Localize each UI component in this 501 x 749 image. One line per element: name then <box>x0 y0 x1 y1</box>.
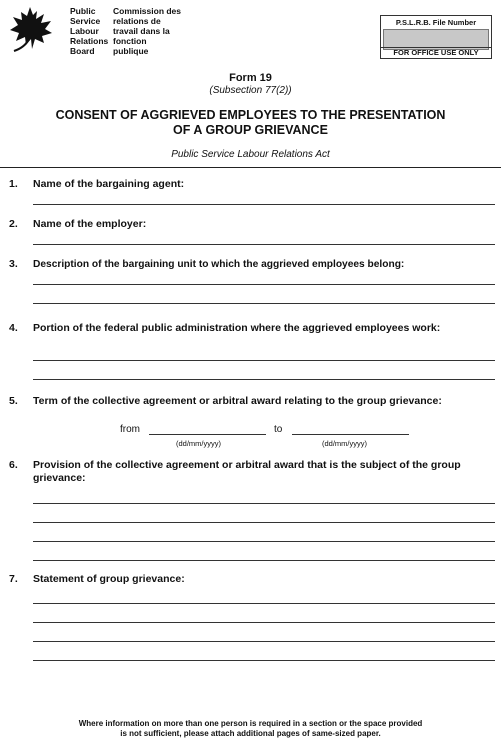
question-bargaining-unit: Description of the bargaining unit to which the aggrieved employees belong: <box>33 259 405 270</box>
from-label: from <box>120 424 140 435</box>
answer-line[interactable] <box>33 541 495 542</box>
answer-line[interactable] <box>33 641 495 642</box>
question-number: 5. <box>9 395 18 407</box>
answer-line[interactable] <box>33 360 495 361</box>
answer-line[interactable] <box>33 244 495 245</box>
form-title <box>0 108 501 138</box>
footer-line-2: is not sufficient, please attach additional pages of same-sized paper. <box>120 729 381 738</box>
question-term: Term of the collective agreement or arbitral award relating to the group grievance: <box>33 395 442 407</box>
agency-fr-line: travail dans la <box>113 26 170 36</box>
agency-en-line: Public <box>70 6 96 16</box>
file-number-box <box>380 15 492 59</box>
question-provision: Provision of the collective agreement or arbitral award that is the subject of the group grievance: <box>33 459 461 484</box>
answer-line[interactable] <box>33 560 495 561</box>
question-federal-portion: Portion of the federal public administration where the aggrieved employees work: <box>33 322 441 334</box>
subsection: (Subsection 77(2)) <box>209 85 292 96</box>
agency-en-line: Labour <box>70 26 99 36</box>
file-number-label: P.S.L.R.B. File Number <box>395 18 477 27</box>
answer-line[interactable] <box>33 503 495 504</box>
maple-leaf-logo-icon <box>6 5 56 55</box>
from-date-field[interactable] <box>149 434 266 435</box>
answer-line[interactable] <box>33 522 495 523</box>
act-name: Public Service Labour Relations Act <box>171 149 330 160</box>
agency-fr-line: fonction <box>113 36 147 46</box>
to-label: to <box>274 424 283 435</box>
answer-line[interactable] <box>33 379 495 380</box>
form-title-line-2: OF A GROUP GRIEVANCE <box>173 123 328 137</box>
agency-fr-line: relations de <box>113 16 161 26</box>
answer-line[interactable] <box>33 204 495 205</box>
question-statement: Statement of group grievance: <box>33 573 185 585</box>
question-employer: Name of the employer: <box>33 218 147 230</box>
question-number: 1. <box>9 178 18 190</box>
divider <box>0 167 501 168</box>
form-title-line-1: CONSENT OF AGGRIEVED EMPLOYEES TO THE PRESENTATION <box>55 108 446 122</box>
agency-name-fr <box>113 6 181 56</box>
question-bargaining-agent: Name of the bargaining agent: <box>33 178 185 190</box>
answer-line[interactable] <box>33 603 495 604</box>
form-number: Form 19 <box>229 72 272 84</box>
office-use-label: FOR OFFICE USE ONLY <box>381 47 491 58</box>
agency-name-en <box>70 6 108 56</box>
question-number: 6. <box>9 459 18 471</box>
answer-line[interactable] <box>33 622 495 623</box>
agency-fr-line: Commission des <box>113 6 182 16</box>
agency-fr-line: publique <box>113 46 149 56</box>
to-date-hint: (dd/mm/yyyy) <box>322 439 367 448</box>
agency-en-line: Service <box>70 16 101 26</box>
answer-line[interactable] <box>33 284 495 285</box>
from-date-hint: (dd/mm/yyyy) <box>176 439 221 448</box>
question-number: 4. <box>9 322 18 334</box>
question-number: 3. <box>9 258 18 270</box>
question-number: 2. <box>9 218 18 230</box>
agency-en-line: Board <box>70 46 95 56</box>
answer-line[interactable] <box>33 303 495 304</box>
question-number: 7. <box>9 573 18 585</box>
agency-en-line: Relations <box>70 36 109 46</box>
answer-line[interactable] <box>33 660 495 661</box>
footer-line-1: Where information on more than one person is required in a section or the space provided <box>78 719 423 728</box>
to-date-field[interactable] <box>292 434 409 435</box>
footer-note <box>0 719 501 739</box>
